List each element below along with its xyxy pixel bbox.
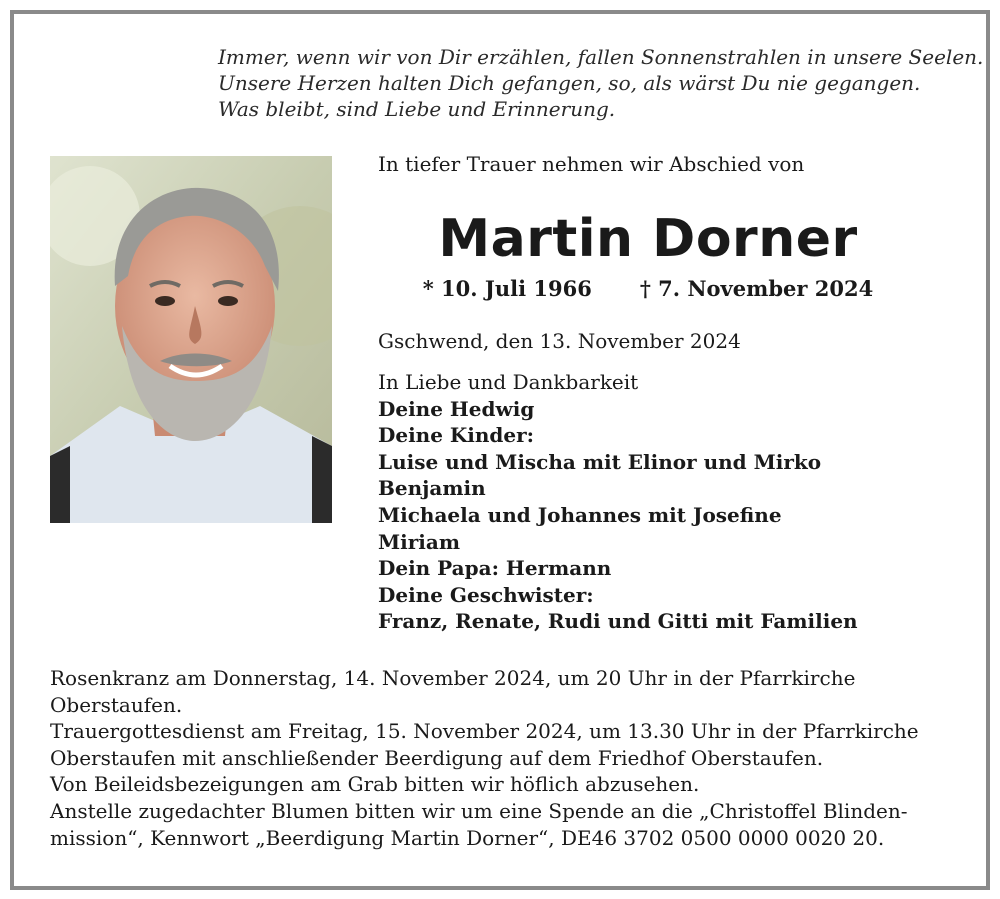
family-line: Franz, Renate, Rudi und Gitti mit Familien bbox=[378, 609, 858, 634]
family-list bbox=[378, 369, 978, 635]
info-line: Rosenkranz am Donnerstag, 14. November 2024, um 20 Uhr in der Pfarrkirche bbox=[50, 666, 856, 690]
info-line: mission“, Kennwort „Beerdigung Martin Dorner“, DE46 3702 0500 0000 0020 20. bbox=[50, 825, 885, 850]
poem-line: Was bleibt, sind Liebe und Erinnerung. bbox=[218, 97, 616, 121]
family-line: Miriam bbox=[378, 529, 460, 554]
birth-date: * 10. Juli 1966 bbox=[422, 276, 592, 301]
family-line: Deine Geschwister: bbox=[378, 582, 594, 607]
family-line: Deine Hedwig bbox=[378, 396, 535, 421]
life-dates bbox=[378, 274, 918, 304]
poem bbox=[218, 44, 984, 122]
info-line: Trauergottesdienst am Freitag, 15. November 2024, um 13.30 Uhr in der Pfarrkirche bbox=[50, 719, 919, 744]
info-line: Oberstaufen mit anschließender Beerdigung auf dem Friedhof Oberstaufen. bbox=[50, 745, 824, 770]
deceased-name: Martin Dorner bbox=[438, 209, 858, 269]
poem-line: Unsere Herzen halten Dich gefangen, so, als wärst Du nie gegangen. bbox=[218, 71, 921, 95]
service-info bbox=[50, 665, 970, 851]
family-line: Deine Kinder: bbox=[378, 423, 535, 448]
family-line: Michaela und Johannes mit Josefine bbox=[378, 502, 782, 527]
info-line: Anstelle zugedachter Blumen bitten wir um eine Spende an die „Christoffel Blinden- bbox=[50, 798, 908, 823]
info-line: Von Beileidsbezeigungen am Grab bitten wir höflich abzusehen. bbox=[50, 772, 700, 797]
intro-text: In tiefer Trauer nehmen wir Abschied von bbox=[378, 152, 805, 176]
info-line: Oberstaufen. bbox=[50, 692, 183, 717]
family-line: Benjamin bbox=[378, 476, 486, 501]
family-line: Dein Papa: Hermann bbox=[378, 556, 612, 581]
family-line: Luise und Mischa mit Elinor und Mirko bbox=[378, 449, 822, 474]
family-heading: In Liebe und Dankbarkeit bbox=[378, 370, 639, 394]
place-date: Gschwend, den 13. November 2024 bbox=[378, 329, 741, 353]
portrait-illustration bbox=[50, 156, 332, 523]
poem-line: Immer, wenn wir von Dir erzählen, fallen Sonnenstrahlen in unsere Seelen. bbox=[218, 45, 984, 69]
portrait-photo bbox=[50, 156, 332, 523]
death-date: † 7. November 2024 bbox=[639, 276, 874, 301]
